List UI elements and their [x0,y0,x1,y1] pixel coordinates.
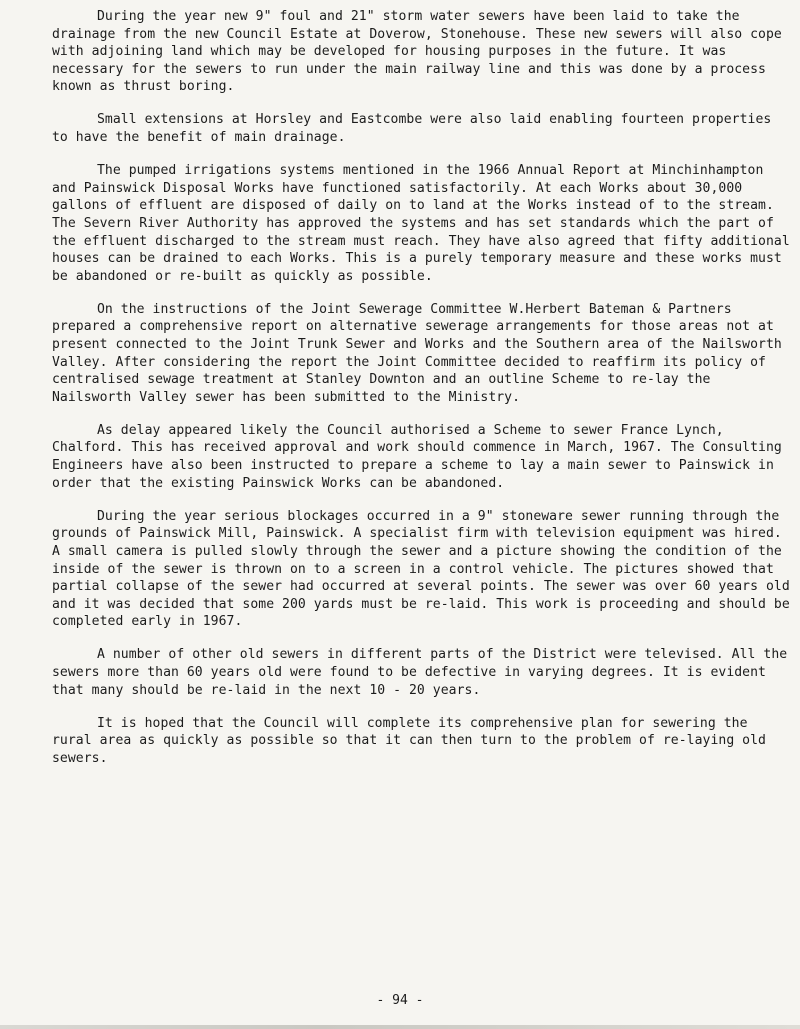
paragraph-doverow-sewers: During the year new 9" foul and 21" storm water sewers have been laid to take the drainage from the new Council Estate at Doverow, Stonehouse. These new sewers will also cope with adjoining land which may be developed for housing purposes in the future. It was necessary for the sewers to run under the main railway line and this was done by a process known as thrust boring. [52,9,782,95]
page-number: - 94 - [376,993,424,1008]
paragraph-joint-sewerage-report: On the instructions of the Joint Sewerage Committee W.Herbert Bateman & Partners prepared a comprehensive report on alternative sewerage arrangements for those areas not at present connected to the Joint Trunk Sewer and Works and the Southern area of the Nailsworth Valley. After considering the report the Joint Committee decided to reaffirm its policy of centralised sewage treatment at Stanley Downton and an outline Scheme to re-lay the Nailsworth Valley sewer has been submitted to the Ministry. [52,301,782,405]
document-body [52,8,792,783]
paragraph-france-lynch: As delay appeared likely the Council authorised a Scheme to sewer France Lynch, Chalford. This has received approval and work should commence in March, 1967. The Consulting Engineers have also been instructed to prepare a scheme to lay a main sewer to Painswick in order that the existing Painswick Works can be abandoned. [52,422,782,491]
paragraph-painswick-mill: During the year serious blockages occurred in a 9" stoneware sewer running through the grounds of Painswick Mill, Painswick. A specialist firm with television equipment was hired. A small camera is pulled slowly through the sewer and a picture showing the condition of the inside of the sewer is thrown on to a screen in a control vehicle. The pictures showed that partial collapse of the sewer had occurred at several points. The sewer was over 60 years old and it was decided that some 200 yards must be re-laid. This work is proceeding and should be completed early in 1967. [52,508,790,630]
scan-bottom-edge [0,1025,800,1029]
paragraph-horsley-eastcombe: Small extensions at Horsley and Eastcombe were also laid enabling fourteen properties to have the benefit of main drainage. [52,112,772,146]
paragraph-pumped-irrigation: The pumped irrigations systems mentioned in the 1966 Annual Report at Minchinhampton and Painswick Disposal Works have functioned satisfactorily. At each Works about 30,000 gallons of effluent are disposed of daily on to land at the Works instead of to the stream. The Severn River Authority has approved the systems and has set standards which the part of the effluent discharged to the stream must reach. They have also agreed that fifty additional houses can be drained to each Works. This is a purely temporary measure and these works must be abandoned or re-built as quickly as possible. [52,163,790,284]
paragraph-televised-sewers: A number of other old sewers in different parts of the District were televised. All the sewers more than 60 years old were found to be defective in varying degrees. It is evident that many should be re-laid in the next 10 - 20 years. [52,647,788,698]
paragraph-comprehensive-plan: It is hoped that the Council will complete its comprehensive plan for sewering the rural area as quickly as possible so that it can then turn to the problem of re-laying old sewers. [52,715,766,766]
